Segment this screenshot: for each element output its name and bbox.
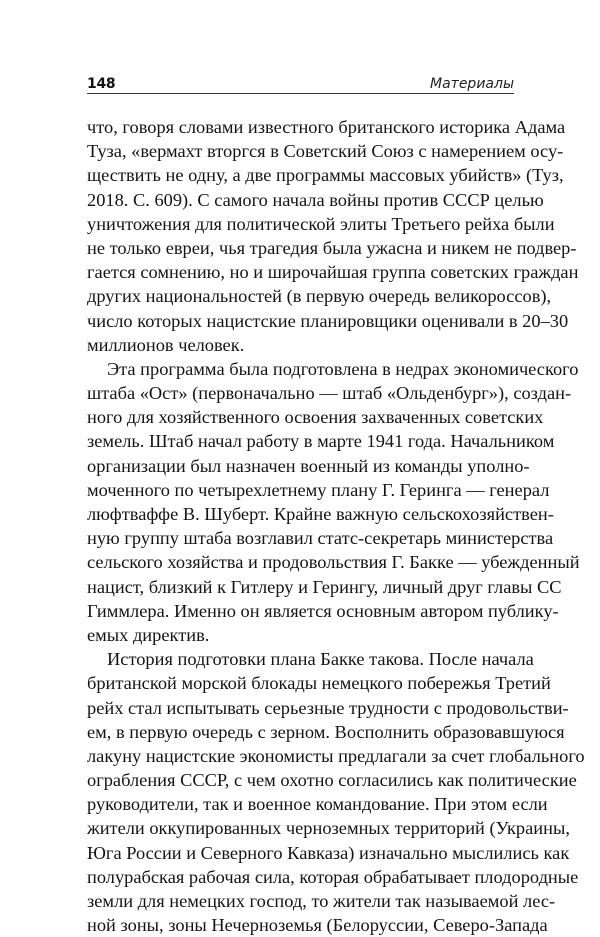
text-line: руководители, так и военное командование. При этом если xyxy=(87,794,548,815)
text-line: Гиммлера. Именно он является основным автором публику- xyxy=(87,600,559,621)
text-line: число которых нацистские планировщики оценивали в 20–30 xyxy=(87,310,569,331)
text-line: нацист, близкий к Гитлеру и Герингу, личный друг главы СС xyxy=(87,576,562,597)
section-title: Материалы xyxy=(430,76,514,92)
text-line: История подготовки плана Бакке такова. После начала xyxy=(107,649,534,670)
text-line: не только евреи, чья трагедия была ужасна и никем не подвер- xyxy=(87,237,577,258)
paragraph xyxy=(87,115,579,357)
text-line: люфтваффе В. Шуберт. Крайне важную сельскохозяйствен- xyxy=(87,504,554,524)
text-line: штаба «Ост» (первоначально — штаб «Ольденбург»), создан- xyxy=(87,383,572,404)
text-line: британской морской блокады немецкого побережья Третий xyxy=(87,673,551,694)
text-line: уничтожения для политической элиты Третьего рейха были xyxy=(87,213,555,234)
paragraph xyxy=(87,647,585,937)
text-line: земель. Штаб начал работу в марте 1941 года. Начальником xyxy=(87,431,555,452)
text-line: рейх стал испытывать серьезные трудности с продовольстви- xyxy=(87,697,569,718)
text-line: лакуну нацистские экономисты предлагали за счет глобального xyxy=(87,745,585,766)
text-line: полурабская рабочая сила, которая обрабатывает плодородные xyxy=(87,866,579,887)
text-line: емых директив. xyxy=(87,624,210,645)
text-line: ограбления СССР, с чем охотно согласились как политические xyxy=(87,770,577,791)
text-line: ного для хозяйственного освоения захваченных советских xyxy=(87,407,544,428)
running-head xyxy=(87,76,514,94)
text-line: Туза, «вермахт вторгся в Советский Союз с намерением осу- xyxy=(87,141,564,162)
body-text xyxy=(87,115,585,937)
page-number: 148 xyxy=(87,76,116,92)
text-line: жители оккупированных черноземных территорий (Украины, xyxy=(87,818,570,839)
text-line: организации был назначен военный из команды уполно- xyxy=(87,455,530,476)
text-line: ществить не одну, а две программы массовых убийств» (Туз, xyxy=(87,165,564,186)
text-line: ной зоны, зоны Нечерноземья (Белоруссии, Северо-Запада xyxy=(87,915,548,936)
text-line: других национальностей (в первую очередь великороссов), xyxy=(87,286,552,307)
text-line: что, говоря словами известного британского историка Адама xyxy=(87,117,566,137)
text-line: 2018. С. 609). С самого начала войны против СССР целью xyxy=(87,189,544,210)
paragraph xyxy=(87,357,580,647)
text-line: Эта программа была подготовлена в недрах экономического xyxy=(107,358,579,379)
text-line: ную группу штаба возглавил статс-секретарь министерства xyxy=(87,528,554,549)
text-line: Юга России и Северного Кавказа) изначально мыслились как xyxy=(87,842,570,863)
text-line: моченного по четырехлетнему плану Г. Геринга — генерал xyxy=(87,479,550,500)
text-line: ем, в первую очередь с зерном. Восполнить образовавшуюся xyxy=(87,721,565,742)
text-line: гается сомнению, но и широчайшая группа советских граждан xyxy=(87,262,579,283)
text-line: миллионов человек. xyxy=(87,334,245,355)
text-line: земли для немецких господ, то жители так называемой лес- xyxy=(87,891,556,911)
text-line: сельского хозяйства и продовольствия Г. Бакке — убежденный xyxy=(87,552,580,573)
